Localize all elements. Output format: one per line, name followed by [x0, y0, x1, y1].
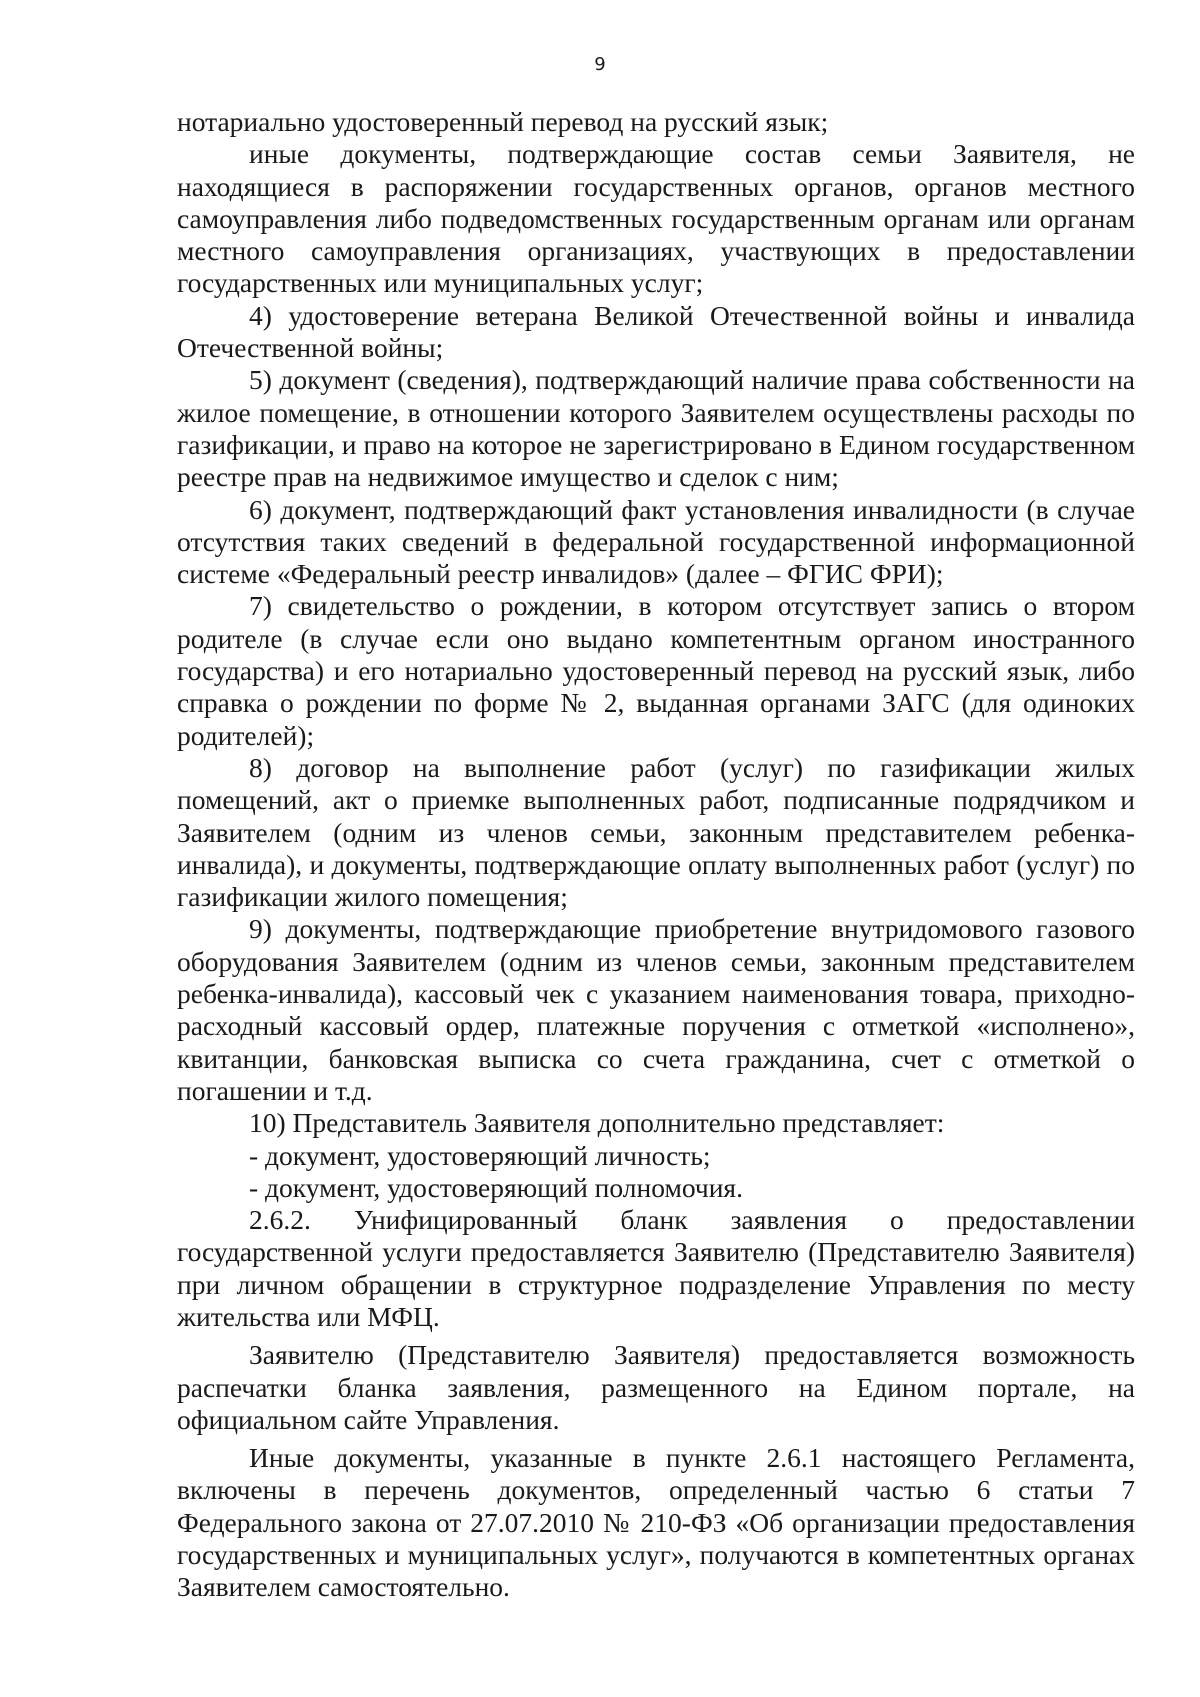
- paragraph-identity-document: - документ, удостоверяющий личность;: [249, 1139, 711, 1171]
- paragraph-item-9: 9) документы, подтверждающие приобретение внутридомового газового оборудования Заявителем (одним из членов семьи, законным представителем ребенка-инвалида), кассовый чек с указанием наименования товара, приходно-расходный кассовый ордер, платежные поручения с отметкой «исполнено», квитанции, банковская выписка со счета гражданина, счет с отметкой о погашении и т.д.: [177, 913, 1135, 1106]
- paragraph-print-form: Заявителю (Представителю Заявителя) предоставляется возможность распечатки бланка заявления, размещенного на Едином портале, на официальном сайте Управления.: [177, 1339, 1135, 1435]
- paragraph-translation-continuation: нотариально удостоверенный перевод на русский язык;: [177, 106, 829, 137]
- page-number: 9: [594, 54, 606, 75]
- paragraph-family-documents: иные документы, подтверждающие состав семьи Заявителя, не находящиеся в распоряжении государственных органов, органов местного самоуправления либо подведомственных государственным органам или органам местного самоуправления организациях, участвующих в предоставлении государственных или муниципальных услуг;: [177, 138, 1135, 299]
- paragraph-other-documents: Иные документы, указанные в пункте 2.6.1 настоящего Регламента, включены в перечень документов, определенный частью 6 статьи 7 Федерального закона от 27.07.2010 № 210-ФЗ «Об организации предоставления государственных и муниципальных услуг», получаются в компетентных органах Заявителем самостоятельно.: [177, 1442, 1135, 1603]
- paragraph-item-4: 4) удостоверение ветерана Великой Отечественной войны и инвалида Отечественной войны;: [177, 299, 1135, 364]
- paragraph-item-6: 6) документ, подтверждающий факт установления инвалидности (в случае отсутствия таких сведений в федеральной государственной информационной системе «Федеральный реестр инвалидов» (далее – ФГИС ФРИ);: [177, 493, 1135, 590]
- paragraph-item-5: 5) документ (сведения), подтверждающий наличие права собственности на жилое помещение, в отношении которого Заявителем осуществлены расходы по газификации, и право на которое не зарегистрировано в Едином государственном реестре прав на недвижимое имущество и сделок с ним;: [177, 364, 1135, 493]
- document-body: [177, 106, 1135, 1604]
- paragraph-section-2-6-2: 2.6.2. Унифицированный бланк заявления о предоставлении государственной услуги предоставляется Заявителю (Представителю Заявителя) при личном обращении в структурное подразделение Управления по месту жительства или МФЦ.: [177, 1204, 1135, 1332]
- paragraph-item-10: 10) Представитель Заявителя дополнительно представляет:: [249, 1107, 945, 1139]
- paragraph-authority-document: - документ, удостоверяющий полномочия.: [249, 1171, 743, 1203]
- paragraph-item-8: 8) договор на выполнение работ (услуг) по газификации жилых помещений, акт о приемке выполненных работ, подписанные подрядчиком и Заявителем (одним из членов семьи, законным представителем ребенка-инвалида), и документы, подтверждающие оплату выполненных работ (услуг) по газификации жилого помещения;: [177, 751, 1135, 913]
- paragraph-item-7: 7) свидетельство о рождении, в котором отсутствует запись о втором родителе (в случае если оно выдано компетентным органом иностранного государства) и его нотариально удостоверенный перевод на русский язык, либо справка о рождении по форме № 2, выданная органами ЗАГС (для одиноких родителей);: [177, 590, 1135, 751]
